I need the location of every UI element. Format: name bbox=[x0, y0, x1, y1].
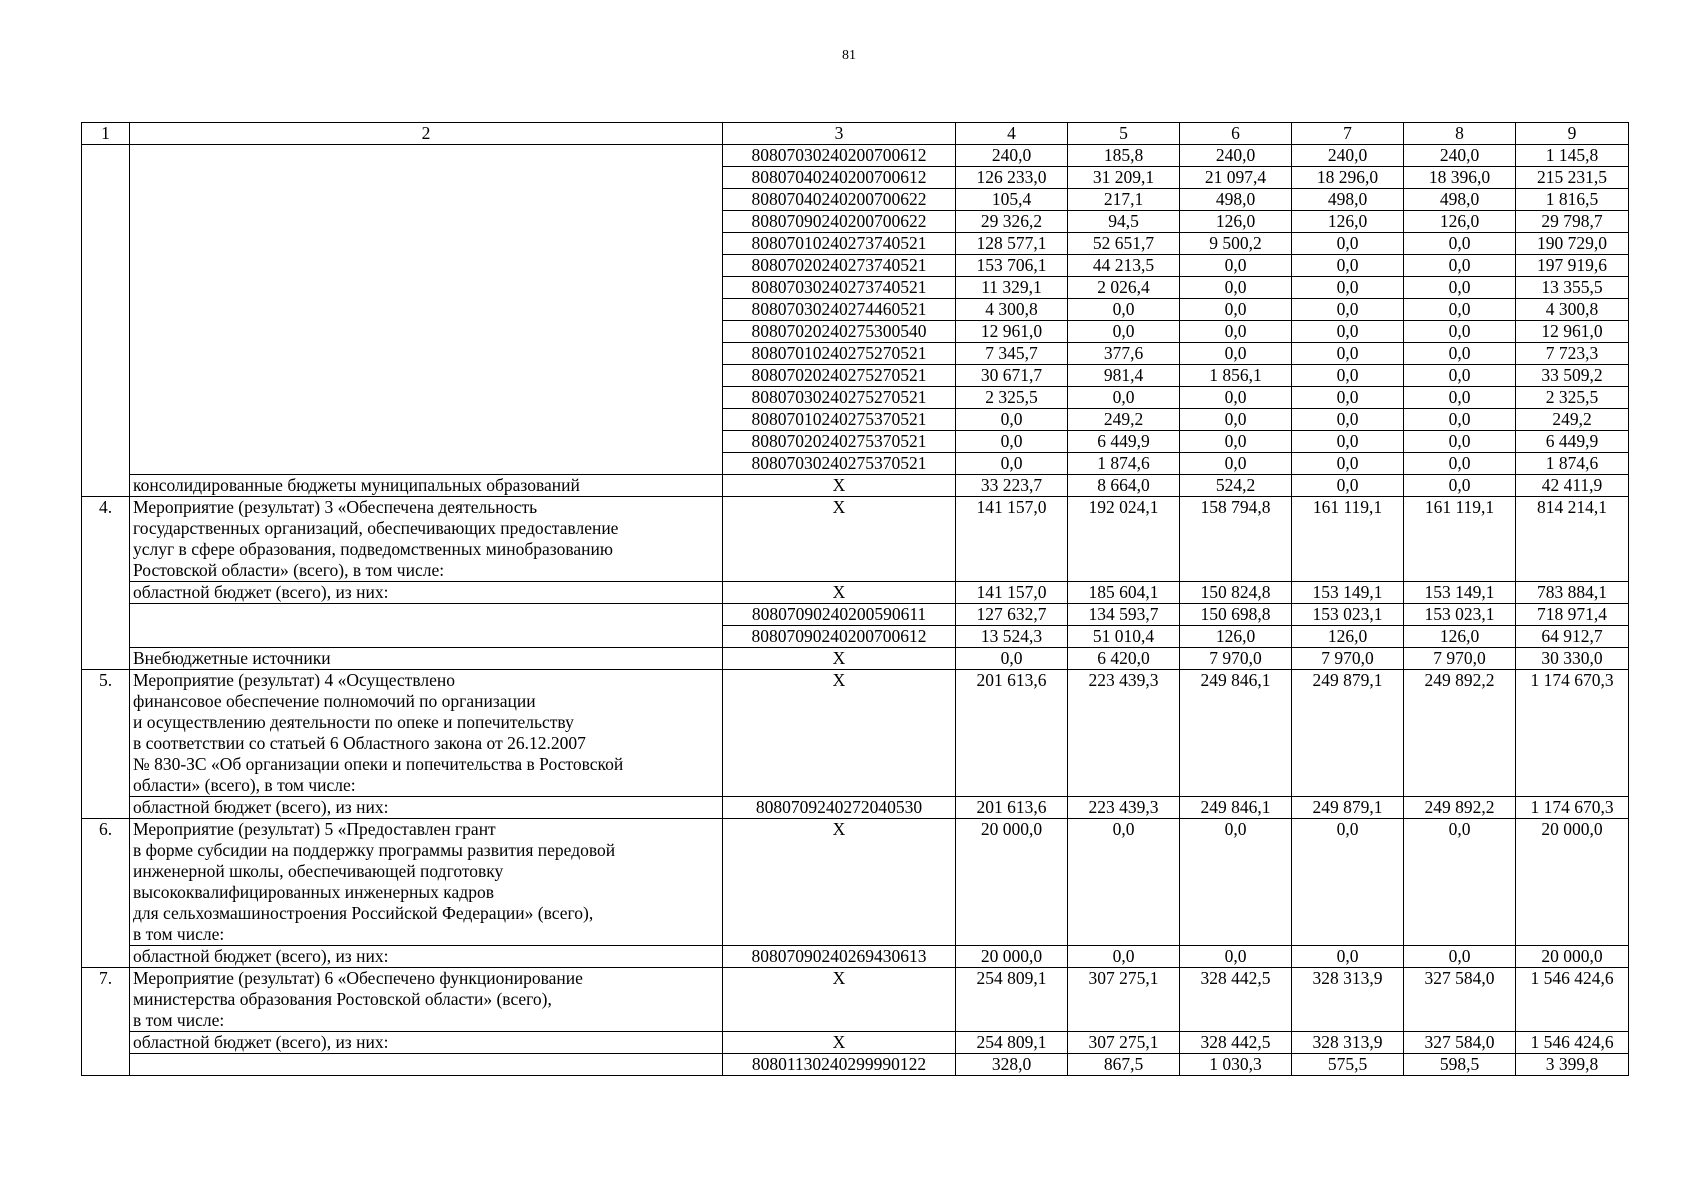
consolidated-row bbox=[82, 475, 1629, 497]
value-cell: 328 442,5 bbox=[1180, 1032, 1292, 1054]
value-cell: 249,2 bbox=[1068, 409, 1180, 431]
description-line: Мероприятие (результат) 4 «Осуществлено bbox=[133, 670, 455, 690]
description-line: инженерной школы, обеспечивающей подготовку bbox=[133, 861, 504, 881]
value-cell: 201 613,6 bbox=[956, 670, 1068, 797]
header-cell: 7 bbox=[1292, 123, 1404, 145]
header-cell: 5 bbox=[1068, 123, 1180, 145]
value-cell: 240,0 bbox=[956, 145, 1068, 167]
value-cell: 0,0 bbox=[1404, 299, 1516, 321]
value-cell: 240,0 bbox=[1292, 145, 1404, 167]
value-cell: 249 892,2 bbox=[1404, 797, 1516, 819]
value-cell: 13 355,5 bbox=[1516, 277, 1629, 299]
value-cell: 4 300,8 bbox=[1516, 299, 1629, 321]
value-cell: 0,0 bbox=[1292, 409, 1404, 431]
value-cell: 524,2 bbox=[1180, 475, 1292, 497]
value-cell: 153 706,1 bbox=[956, 255, 1068, 277]
value-cell: 498,0 bbox=[1292, 189, 1404, 211]
value-cell: 29 798,7 bbox=[1516, 211, 1629, 233]
code-row bbox=[82, 604, 1629, 626]
value-cell: 240,0 bbox=[1404, 145, 1516, 167]
description-line: в форме субсидии на поддержку программы развития передовой bbox=[133, 840, 616, 860]
value-cell: 254 809,1 bbox=[956, 968, 1068, 1032]
value-cell: 0,0 bbox=[956, 648, 1068, 670]
value-cell: 158 794,8 bbox=[1180, 497, 1292, 582]
value-cell: 6 420,0 bbox=[1068, 648, 1180, 670]
value-cell: 0,0 bbox=[1404, 946, 1516, 968]
value-cell: 30 671,7 bbox=[956, 365, 1068, 387]
value-cell: 141 157,0 bbox=[956, 497, 1068, 582]
value-cell: 328 313,9 bbox=[1292, 968, 1404, 1032]
value-cell: 0,0 bbox=[1404, 409, 1516, 431]
value-cell: 153 149,1 bbox=[1292, 582, 1404, 604]
value-cell: 1 546 424,6 bbox=[1516, 968, 1629, 1032]
budget-code-cell: 80807020240275370521 bbox=[723, 431, 956, 453]
value-cell: 31 209,1 bbox=[1068, 167, 1180, 189]
budget-code-cell: 80807090240200590611 bbox=[723, 604, 956, 626]
item-number-cell: 4. bbox=[82, 497, 130, 670]
value-cell: 249 879,1 bbox=[1292, 670, 1404, 797]
value-cell: 18 396,0 bbox=[1404, 167, 1516, 189]
value-cell: 11 329,1 bbox=[956, 277, 1068, 299]
item-row bbox=[82, 670, 1629, 797]
value-cell: 783 884,1 bbox=[1516, 582, 1629, 604]
value-cell: 127 632,7 bbox=[956, 604, 1068, 626]
header-cell: 4 bbox=[956, 123, 1068, 145]
description-cell: областной бюджет (всего), из них: bbox=[130, 1032, 723, 1054]
value-cell: 185,8 bbox=[1068, 145, 1180, 167]
value-cell: 0,0 bbox=[1404, 321, 1516, 343]
budget-code-cell: 80807030240275270521 bbox=[723, 387, 956, 409]
value-cell: 718 971,4 bbox=[1516, 604, 1629, 626]
description-line: государственных организаций, обеспечивающих предоставление bbox=[133, 518, 619, 538]
value-cell: 1 174 670,3 bbox=[1516, 797, 1629, 819]
description-line: министерства образования Ростовской области» (всего), bbox=[133, 989, 552, 1009]
value-cell: 240,0 bbox=[1180, 145, 1292, 167]
value-cell: 307 275,1 bbox=[1068, 968, 1180, 1032]
value-cell: 150 824,8 bbox=[1180, 582, 1292, 604]
value-cell: 0,0 bbox=[956, 431, 1068, 453]
description-line: Мероприятие (результат) 5 «Предоставлен грант bbox=[133, 819, 496, 839]
value-cell: 249 846,1 bbox=[1180, 797, 1292, 819]
value-cell: 128 577,1 bbox=[956, 233, 1068, 255]
value-cell: 7 970,0 bbox=[1180, 648, 1292, 670]
value-cell: 190 729,0 bbox=[1516, 233, 1629, 255]
item-number-cell: 7. bbox=[82, 968, 130, 1076]
description-cell: областной бюджет (всего), из них: bbox=[130, 946, 723, 968]
description-cell bbox=[130, 670, 723, 797]
value-cell: 1 145,8 bbox=[1516, 145, 1629, 167]
value-cell: 0,0 bbox=[1292, 819, 1404, 946]
value-cell: 126,0 bbox=[1292, 626, 1404, 648]
value-cell: 7 970,0 bbox=[1404, 648, 1516, 670]
budget-table bbox=[81, 122, 1629, 1076]
header-cell: 3 bbox=[723, 123, 956, 145]
value-cell: 150 698,8 bbox=[1180, 604, 1292, 626]
description-line: в соответствии со статьей 6 Областного закона от 26.12.2007 bbox=[133, 733, 586, 753]
value-cell: 0,0 bbox=[1292, 343, 1404, 365]
value-cell: 0,0 bbox=[1180, 819, 1292, 946]
description-cell bbox=[130, 968, 723, 1032]
description-line: для сельхозмашиностроения Российской Федерации» (всего), bbox=[133, 903, 594, 923]
value-cell: 0,0 bbox=[1404, 475, 1516, 497]
value-cell: 598,5 bbox=[1404, 1054, 1516, 1076]
value-cell: 20 000,0 bbox=[1516, 946, 1629, 968]
description-line: финансовое обеспечение полномочий по организации bbox=[133, 691, 536, 711]
value-cell: 867,5 bbox=[1068, 1054, 1180, 1076]
description-line: Ростовской области» (всего), в том числе: bbox=[133, 560, 445, 580]
value-cell: 328,0 bbox=[956, 1054, 1068, 1076]
value-cell: 0,0 bbox=[1292, 321, 1404, 343]
budget-code-cell: 80807090240200700622 bbox=[723, 211, 956, 233]
value-cell: 12 961,0 bbox=[956, 321, 1068, 343]
value-cell: 153 023,1 bbox=[1292, 604, 1404, 626]
value-cell: 1 874,6 bbox=[1516, 453, 1629, 475]
value-cell: 0,0 bbox=[1292, 365, 1404, 387]
value-cell: 0,0 bbox=[1292, 475, 1404, 497]
value-cell: 2 325,5 bbox=[1516, 387, 1629, 409]
value-cell: 327 584,0 bbox=[1404, 968, 1516, 1032]
regional-row bbox=[82, 1032, 1629, 1054]
value-cell: 7 723,3 bbox=[1516, 343, 1629, 365]
description-cell: областной бюджет (всего), из них: bbox=[130, 797, 723, 819]
budget-code-cell: X bbox=[723, 475, 956, 497]
description-cell: консолидированные бюджеты муниципальных образований bbox=[130, 475, 723, 497]
description-cell: Внебюджетные источники bbox=[130, 648, 723, 670]
value-cell: 0,0 bbox=[1068, 321, 1180, 343]
value-cell: 2 325,5 bbox=[956, 387, 1068, 409]
description-line: услуг в сфере образования, подведомственных минобразованию bbox=[133, 539, 613, 559]
value-cell: 0,0 bbox=[1180, 431, 1292, 453]
value-cell: 0,0 bbox=[1292, 431, 1404, 453]
description-line: в том числе: bbox=[133, 1010, 225, 1030]
budget-code-cell: 80807090240269430613 bbox=[723, 946, 956, 968]
budget-code-cell: 80807020240275300540 bbox=[723, 321, 956, 343]
value-cell: 575,5 bbox=[1292, 1054, 1404, 1076]
budget-code-cell: 80807010240275270521 bbox=[723, 343, 956, 365]
description-line: Мероприятие (результат) 6 «Обеспечено функционирование bbox=[133, 968, 583, 988]
description-cell bbox=[130, 604, 723, 648]
value-cell: 126,0 bbox=[1180, 626, 1292, 648]
value-cell: 1 874,6 bbox=[1068, 453, 1180, 475]
value-cell: 29 326,2 bbox=[956, 211, 1068, 233]
value-cell: 0,0 bbox=[1180, 277, 1292, 299]
value-cell: 126,0 bbox=[1404, 211, 1516, 233]
value-cell: 307 275,1 bbox=[1068, 1032, 1180, 1054]
header-cell: 6 bbox=[1180, 123, 1292, 145]
value-cell: 2 026,4 bbox=[1068, 277, 1180, 299]
budget-code-cell: 80807010240275370521 bbox=[723, 409, 956, 431]
budget-code-cell: 80807040240200700612 bbox=[723, 167, 956, 189]
value-cell: 0,0 bbox=[1180, 255, 1292, 277]
value-cell: 0,0 bbox=[1068, 819, 1180, 946]
value-cell: 498,0 bbox=[1404, 189, 1516, 211]
value-cell: 223 439,3 bbox=[1068, 797, 1180, 819]
code-row bbox=[82, 145, 1629, 167]
regional-row bbox=[82, 582, 1629, 604]
value-cell: 161 119,1 bbox=[1404, 497, 1516, 582]
item-number-cell: 6. bbox=[82, 819, 130, 968]
description-line: высококвалифицированных инженерных кадров bbox=[133, 882, 494, 902]
value-cell: 185 604,1 bbox=[1068, 582, 1180, 604]
budget-code-cell: X bbox=[723, 819, 956, 946]
value-cell: 0,0 bbox=[1292, 946, 1404, 968]
description-cell bbox=[130, 145, 723, 475]
value-cell: 498,0 bbox=[1180, 189, 1292, 211]
header-cell: 8 bbox=[1404, 123, 1516, 145]
value-cell: 0,0 bbox=[1404, 387, 1516, 409]
budget-code-cell: 80807020240273740521 bbox=[723, 255, 956, 277]
value-cell: 1 030,3 bbox=[1180, 1054, 1292, 1076]
value-cell: 249,2 bbox=[1516, 409, 1629, 431]
budget-code-cell: X bbox=[723, 582, 956, 604]
value-cell: 20 000,0 bbox=[956, 819, 1068, 946]
budget-code-cell: X bbox=[723, 670, 956, 797]
value-cell: 0,0 bbox=[1180, 343, 1292, 365]
value-cell: 0,0 bbox=[1292, 277, 1404, 299]
budget-code-cell: 80807030240275370521 bbox=[723, 453, 956, 475]
value-cell: 7 345,7 bbox=[956, 343, 1068, 365]
page-number: 81 bbox=[842, 48, 856, 63]
value-cell: 217,1 bbox=[1068, 189, 1180, 211]
budget-code-cell: 8080709240272040530 bbox=[723, 797, 956, 819]
value-cell: 7 970,0 bbox=[1292, 648, 1404, 670]
item-number-cell: 5. bbox=[82, 670, 130, 819]
budget-code-cell: X bbox=[723, 968, 956, 1032]
budget-code-cell: 80807030240274460521 bbox=[723, 299, 956, 321]
value-cell: 18 296,0 bbox=[1292, 167, 1404, 189]
value-cell: 0,0 bbox=[1292, 387, 1404, 409]
value-cell: 0,0 bbox=[1180, 946, 1292, 968]
header-cell: 2 bbox=[130, 123, 723, 145]
value-cell: 1 856,1 bbox=[1180, 365, 1292, 387]
budget-code-cell: 80807040240200700622 bbox=[723, 189, 956, 211]
value-cell: 0,0 bbox=[1404, 365, 1516, 387]
description-cell bbox=[130, 497, 723, 582]
value-cell: 0,0 bbox=[1180, 453, 1292, 475]
description-line: области» (всего), в том числе: bbox=[133, 775, 356, 795]
value-cell: 6 449,9 bbox=[1516, 431, 1629, 453]
value-cell: 1 174 670,3 bbox=[1516, 670, 1629, 797]
value-cell: 161 119,1 bbox=[1292, 497, 1404, 582]
value-cell: 0,0 bbox=[1404, 431, 1516, 453]
item-number-cell bbox=[82, 145, 130, 497]
value-cell: 30 330,0 bbox=[1516, 648, 1629, 670]
value-cell: 0,0 bbox=[956, 409, 1068, 431]
value-cell: 0,0 bbox=[1068, 387, 1180, 409]
value-cell: 126,0 bbox=[1180, 211, 1292, 233]
item-row bbox=[82, 497, 1629, 582]
value-cell: 223 439,3 bbox=[1068, 670, 1180, 797]
value-cell: 33 509,2 bbox=[1516, 365, 1629, 387]
value-cell: 20 000,0 bbox=[956, 946, 1068, 968]
value-cell: 105,4 bbox=[956, 189, 1068, 211]
description-line: и осуществлению деятельности по опеке и попечительству bbox=[133, 712, 574, 732]
value-cell: 44 213,5 bbox=[1068, 255, 1180, 277]
value-cell: 9 500,2 bbox=[1180, 233, 1292, 255]
value-cell: 21 097,4 bbox=[1180, 167, 1292, 189]
header-cell: 1 bbox=[82, 123, 130, 145]
value-cell: 0,0 bbox=[1180, 387, 1292, 409]
value-cell: 197 919,6 bbox=[1516, 255, 1629, 277]
header-row bbox=[82, 123, 1629, 145]
value-cell: 0,0 bbox=[1068, 946, 1180, 968]
value-cell: 153 023,1 bbox=[1404, 604, 1516, 626]
header-cell: 9 bbox=[1516, 123, 1629, 145]
value-cell: 20 000,0 bbox=[1516, 819, 1629, 946]
value-cell: 0,0 bbox=[1068, 299, 1180, 321]
value-cell: 0,0 bbox=[1180, 409, 1292, 431]
value-cell: 64 912,7 bbox=[1516, 626, 1629, 648]
description-cell: областной бюджет (всего), из них: bbox=[130, 582, 723, 604]
budget-code-cell: 80807030240200700612 bbox=[723, 145, 956, 167]
value-cell: 0,0 bbox=[1180, 321, 1292, 343]
description-cell bbox=[130, 819, 723, 946]
budget-code-cell: 80807010240273740521 bbox=[723, 233, 956, 255]
value-cell: 52 651,7 bbox=[1068, 233, 1180, 255]
value-cell: 0,0 bbox=[1180, 299, 1292, 321]
value-cell: 0,0 bbox=[1404, 453, 1516, 475]
value-cell: 1 546 424,6 bbox=[1516, 1032, 1629, 1054]
value-cell: 327 584,0 bbox=[1404, 1032, 1516, 1054]
extra-row bbox=[82, 648, 1629, 670]
value-cell: 377,6 bbox=[1068, 343, 1180, 365]
value-cell: 814 214,1 bbox=[1516, 497, 1629, 582]
value-cell: 134 593,7 bbox=[1068, 604, 1180, 626]
value-cell: 0,0 bbox=[956, 453, 1068, 475]
value-cell: 249 846,1 bbox=[1180, 670, 1292, 797]
value-cell: 33 223,7 bbox=[956, 475, 1068, 497]
budget-code-cell: 80807090240200700612 bbox=[723, 626, 956, 648]
value-cell: 126,0 bbox=[1292, 211, 1404, 233]
value-cell: 0,0 bbox=[1404, 819, 1516, 946]
value-cell: 13 524,3 bbox=[956, 626, 1068, 648]
value-cell: 192 024,1 bbox=[1068, 497, 1180, 582]
description-line: Мероприятие (результат) 3 «Обеспечена деятельность bbox=[133, 497, 538, 517]
value-cell: 249 879,1 bbox=[1292, 797, 1404, 819]
description-line: в том числе: bbox=[133, 924, 225, 944]
value-cell: 0,0 bbox=[1292, 453, 1404, 475]
value-cell: 153 149,1 bbox=[1404, 582, 1516, 604]
value-cell: 328 442,5 bbox=[1180, 968, 1292, 1032]
value-cell: 51 010,4 bbox=[1068, 626, 1180, 648]
value-cell: 0,0 bbox=[1404, 277, 1516, 299]
value-cell: 6 449,9 bbox=[1068, 431, 1180, 453]
item-row bbox=[82, 819, 1629, 946]
value-cell: 0,0 bbox=[1292, 255, 1404, 277]
value-cell: 201 613,6 bbox=[956, 797, 1068, 819]
value-cell: 981,4 bbox=[1068, 365, 1180, 387]
value-cell: 215 231,5 bbox=[1516, 167, 1629, 189]
value-cell: 126,0 bbox=[1404, 626, 1516, 648]
value-cell: 12 961,0 bbox=[1516, 321, 1629, 343]
value-cell: 1 816,5 bbox=[1516, 189, 1629, 211]
value-cell: 0,0 bbox=[1292, 299, 1404, 321]
value-cell: 42 411,9 bbox=[1516, 475, 1629, 497]
value-cell: 0,0 bbox=[1292, 233, 1404, 255]
value-cell: 0,0 bbox=[1404, 255, 1516, 277]
regional-row bbox=[82, 797, 1629, 819]
value-cell: 141 157,0 bbox=[956, 582, 1068, 604]
budget-code-cell: X bbox=[723, 648, 956, 670]
value-cell: 8 664,0 bbox=[1068, 475, 1180, 497]
description-cell bbox=[130, 1054, 723, 1076]
value-cell: 4 300,8 bbox=[956, 299, 1068, 321]
value-cell: 3 399,8 bbox=[1516, 1054, 1629, 1076]
budget-code-cell: X bbox=[723, 497, 956, 582]
budget-code-cell: 80801130240299990122 bbox=[723, 1054, 956, 1076]
value-cell: 254 809,1 bbox=[956, 1032, 1068, 1054]
value-cell: 249 892,2 bbox=[1404, 670, 1516, 797]
regional-row bbox=[82, 946, 1629, 968]
value-cell: 94,5 bbox=[1068, 211, 1180, 233]
budget-code-cell: X bbox=[723, 1032, 956, 1054]
code-row bbox=[82, 1054, 1629, 1076]
item-row bbox=[82, 968, 1629, 1032]
value-cell: 126 233,0 bbox=[956, 167, 1068, 189]
description-line: № 830-ЗС «Об организации опеки и попечительства в Ростовской bbox=[133, 754, 624, 774]
budget-code-cell: 80807030240273740521 bbox=[723, 277, 956, 299]
value-cell: 0,0 bbox=[1404, 343, 1516, 365]
value-cell: 328 313,9 bbox=[1292, 1032, 1404, 1054]
budget-code-cell: 80807020240275270521 bbox=[723, 365, 956, 387]
value-cell: 0,0 bbox=[1404, 233, 1516, 255]
